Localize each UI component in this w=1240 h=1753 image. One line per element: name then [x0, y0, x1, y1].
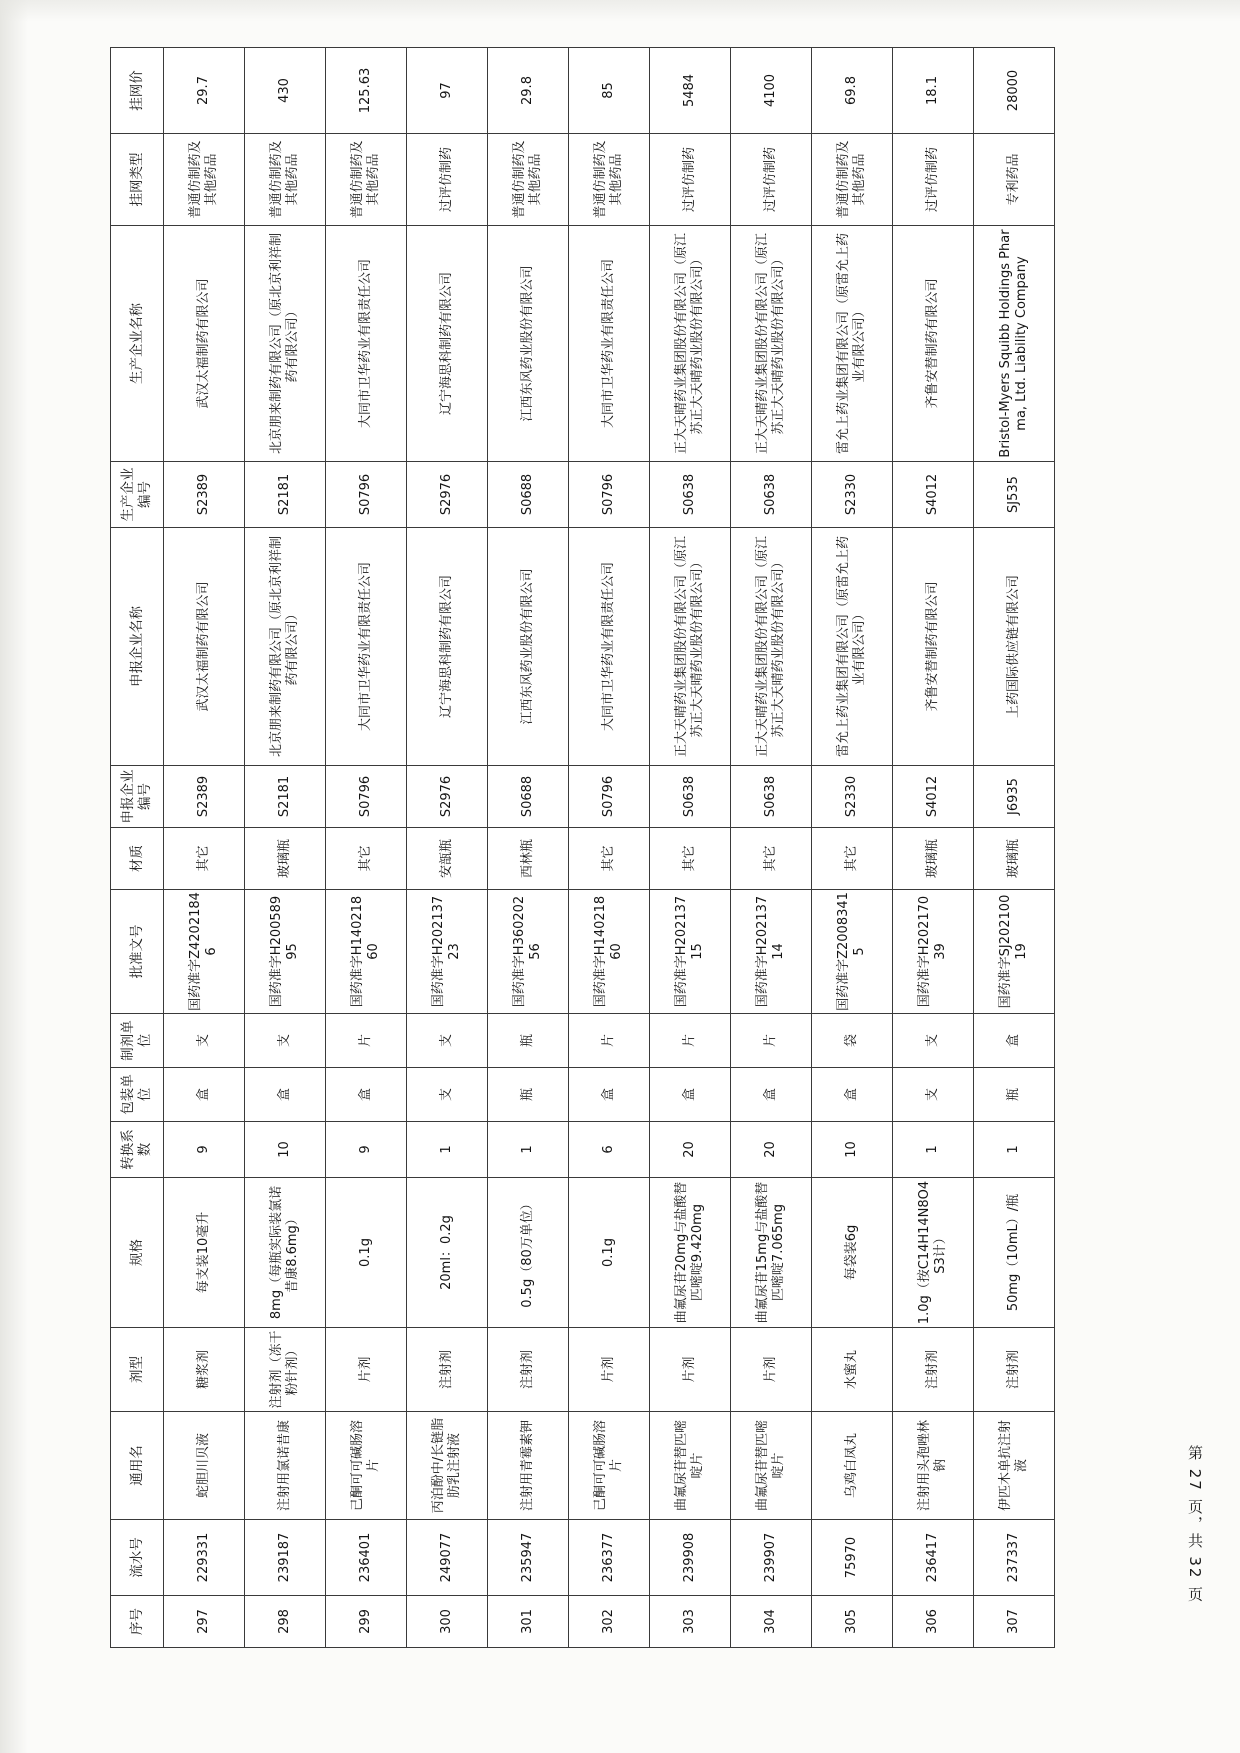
cell-producer-no: S0688 — [488, 462, 569, 528]
cell-price: 18.1 — [893, 48, 974, 134]
cell-approval-no: 国药准字H20213714 — [731, 890, 812, 1014]
cell-generic-name: 注射用头孢唑林钠 — [893, 1412, 974, 1520]
cell-spec: 20ml：0.2g — [407, 1178, 488, 1328]
cell-price: 85 — [569, 48, 650, 134]
cell-price: 29.7 — [164, 48, 245, 134]
cell-declare-name: 上药国际供应链有限公司 — [974, 528, 1055, 766]
cell-producer-name: 大同市卫华药业有限责任公司 — [569, 226, 650, 462]
cell-pack-unit: 盒 — [812, 1068, 893, 1122]
table-row — [488, 48, 569, 1648]
cell-flow-no: 239187 — [245, 1520, 326, 1596]
drug-listing-table — [110, 47, 1055, 1648]
cell-price: 430 — [245, 48, 326, 134]
cell-list-type: 普通仿制药及其他药品 — [569, 134, 650, 226]
cell-material: 其它 — [650, 828, 731, 890]
column-header-generic-name: 通用名 — [111, 1412, 164, 1520]
cell-dosage-form: 糖浆剂 — [164, 1328, 245, 1412]
cell-seq: 299 — [326, 1596, 407, 1648]
cell-prep-unit: 片 — [326, 1014, 407, 1068]
cell-spec: 0.1g — [569, 1178, 650, 1328]
cell-material: 其它 — [326, 828, 407, 890]
cell-factor: 20 — [731, 1122, 812, 1178]
cell-factor: 9 — [326, 1122, 407, 1178]
cell-flow-no: 236377 — [569, 1520, 650, 1596]
cell-flow-no: 237337 — [974, 1520, 1055, 1596]
cell-producer-no: S0796 — [326, 462, 407, 528]
cell-declare-no: J6935 — [974, 766, 1055, 828]
cell-pack-unit: 盒 — [650, 1068, 731, 1122]
cell-approval-no: 国药准字H20213723 — [407, 890, 488, 1014]
column-header-factor: 转换系数 — [111, 1122, 164, 1178]
cell-dosage-form: 注射剂 — [974, 1328, 1055, 1412]
cell-prep-unit: 支 — [407, 1014, 488, 1068]
cell-factor: 9 — [164, 1122, 245, 1178]
cell-spec: 8mg（每瓶实际装氯诺昔康8.6mg） — [245, 1178, 326, 1328]
cell-declare-name: 齐鲁安替制药有限公司 — [893, 528, 974, 766]
cell-pack-unit: 支 — [407, 1068, 488, 1122]
cell-dosage-form: 注射剂 — [407, 1328, 488, 1412]
cell-generic-name: 伊匹木单抗注射液 — [974, 1412, 1055, 1520]
cell-declare-no: S2181 — [245, 766, 326, 828]
table-header-row — [111, 48, 164, 1648]
cell-factor: 1 — [893, 1122, 974, 1178]
cell-spec: 曲氟尿苷20mg与盐酸替匹嘧啶9.420mg — [650, 1178, 731, 1328]
cell-pack-unit: 盒 — [731, 1068, 812, 1122]
cell-generic-name: 乌鸡白凤丸 — [812, 1412, 893, 1520]
cell-spec: 50mg（10mL）/瓶 — [974, 1178, 1055, 1328]
cell-declare-no: S4012 — [893, 766, 974, 828]
cell-prep-unit: 支 — [164, 1014, 245, 1068]
cell-declare-name: 正大天晴药业集团股份有限公司（原江苏正大天晴药业股份有限公司） — [731, 528, 812, 766]
cell-approval-no: 国药准字H20213715 — [650, 890, 731, 1014]
cell-seq: 304 — [731, 1596, 812, 1648]
cell-seq: 307 — [974, 1596, 1055, 1648]
cell-producer-no: S0796 — [569, 462, 650, 528]
cell-dosage-form: 片剂 — [731, 1328, 812, 1412]
cell-flow-no: 235947 — [488, 1520, 569, 1596]
cell-producer-name: 齐鲁安替制药有限公司 — [893, 226, 974, 462]
cell-material: 玻璃瓶 — [974, 828, 1055, 890]
cell-price: 69.8 — [812, 48, 893, 134]
cell-pack-unit: 盒 — [569, 1068, 650, 1122]
cell-declare-name: 雷允上药业集团有限公司（原雷允上药业有限公司） — [812, 528, 893, 766]
cell-factor: 10 — [245, 1122, 326, 1178]
cell-dosage-form: 片剂 — [650, 1328, 731, 1412]
cell-producer-name: 大同市卫华药业有限责任公司 — [326, 226, 407, 462]
cell-list-type: 普通仿制药及其他药品 — [245, 134, 326, 226]
column-header-declare-no: 申报企业编号 — [111, 766, 164, 828]
cell-list-type: 普通仿制药及其他药品 — [164, 134, 245, 226]
column-header-producer-no: 生产企业编号 — [111, 462, 164, 528]
table-row — [974, 48, 1055, 1648]
cell-prep-unit: 瓶 — [488, 1014, 569, 1068]
column-header-declare-name: 申报企业名称 — [111, 528, 164, 766]
table-row — [650, 48, 731, 1648]
cell-declare-name: 江西东风药业股份有限公司 — [488, 528, 569, 766]
column-header-approval-no: 批准文号 — [111, 890, 164, 1014]
cell-producer-name: Bristol-Myers Squibb Holdings Pharma, Ltd. Liability Company — [974, 226, 1055, 462]
cell-dosage-form: 片剂 — [569, 1328, 650, 1412]
cell-material: 其它 — [569, 828, 650, 890]
cell-factor: 10 — [812, 1122, 893, 1178]
column-header-flow-no: 流水号 — [111, 1520, 164, 1596]
column-header-producer-name: 生产企业名称 — [111, 226, 164, 462]
cell-producer-no: S4012 — [893, 462, 974, 528]
cell-generic-name: 曲氟尿苷替匹嘧啶片 — [650, 1412, 731, 1520]
cell-material: 其它 — [812, 828, 893, 890]
cell-prep-unit: 盒 — [974, 1014, 1055, 1068]
cell-material: 安瓿瓶 — [407, 828, 488, 890]
cell-flow-no: 249077 — [407, 1520, 488, 1596]
cell-prep-unit: 片 — [650, 1014, 731, 1068]
cell-factor: 20 — [650, 1122, 731, 1178]
column-header-dosage-form: 剂型 — [111, 1328, 164, 1412]
table-row — [326, 48, 407, 1648]
cell-pack-unit: 瓶 — [488, 1068, 569, 1122]
cell-seq: 297 — [164, 1596, 245, 1648]
table-body — [164, 48, 1055, 1648]
cell-declare-no: S0796 — [326, 766, 407, 828]
cell-producer-name: 江西东风药业股份有限公司 — [488, 226, 569, 462]
cell-spec: 1.0g（按C14H14N8O4S3计） — [893, 1178, 974, 1328]
cell-price: 5484 — [650, 48, 731, 134]
cell-declare-name: 武汉太福制药有限公司 — [164, 528, 245, 766]
cell-producer-name: 北京朋来制药有限公司（原北京利祥制药有限公司） — [245, 226, 326, 462]
cell-dosage-form: 注射剂 — [893, 1328, 974, 1412]
cell-declare-no: S0638 — [650, 766, 731, 828]
cell-price: 125.63 — [326, 48, 407, 134]
cell-producer-no: SJ535 — [974, 462, 1055, 528]
cell-list-type: 普通仿制药及其他药品 — [812, 134, 893, 226]
cell-flow-no: 229331 — [164, 1520, 245, 1596]
cell-spec: 曲氟尿苷15mg与盐酸替匹嘧啶7.065mg — [731, 1178, 812, 1328]
cell-declare-no: S0638 — [731, 766, 812, 828]
cell-material: 其它 — [731, 828, 812, 890]
cell-producer-no: S2330 — [812, 462, 893, 528]
cell-approval-no: 国药准字H20058995 — [245, 890, 326, 1014]
cell-producer-name: 正大天晴药业集团股份有限公司（原江苏正大天晴药业股份有限公司） — [650, 226, 731, 462]
cell-generic-name: 丙泊酚中/长链脂肪乳注射液 — [407, 1412, 488, 1520]
cell-generic-name: 蛇胆川贝液 — [164, 1412, 245, 1520]
cell-price: 29.8 — [488, 48, 569, 134]
cell-price: 97 — [407, 48, 488, 134]
cell-list-type: 专利药品 — [974, 134, 1055, 226]
cell-approval-no: 国药准字Z42021846 — [164, 890, 245, 1014]
cell-producer-no: S2389 — [164, 462, 245, 528]
cell-declare-name: 大同市卫华药业有限责任公司 — [326, 528, 407, 766]
table-row — [812, 48, 893, 1648]
cell-seq: 298 — [245, 1596, 326, 1648]
table-row — [407, 48, 488, 1648]
cell-pack-unit: 盒 — [164, 1068, 245, 1122]
cell-declare-name: 北京朋来制药有限公司（原北京利祥制药有限公司） — [245, 528, 326, 766]
cell-seq: 305 — [812, 1596, 893, 1648]
table-row — [569, 48, 650, 1648]
cell-approval-no: 国药准字SJ20210019 — [974, 890, 1055, 1014]
column-header-seq: 序号 — [111, 1596, 164, 1648]
cell-factor: 1 — [488, 1122, 569, 1178]
cell-declare-no: S2330 — [812, 766, 893, 828]
cell-material: 玻璃瓶 — [893, 828, 974, 890]
cell-prep-unit: 片 — [569, 1014, 650, 1068]
cell-dosage-form: 注射剂（冻干粉针剂） — [245, 1328, 326, 1412]
cell-prep-unit: 片 — [731, 1014, 812, 1068]
cell-approval-no: 国药准字H36020256 — [488, 890, 569, 1014]
table-row — [245, 48, 326, 1648]
cell-producer-no: S2976 — [407, 462, 488, 528]
cell-declare-no: S2976 — [407, 766, 488, 828]
cell-pack-unit: 盒 — [326, 1068, 407, 1122]
cell-material: 玻璃瓶 — [245, 828, 326, 890]
cell-dosage-form: 注射剂 — [488, 1328, 569, 1412]
cell-spec: 0.5g（80万单位） — [488, 1178, 569, 1328]
cell-pack-unit: 盒 — [245, 1068, 326, 1122]
cell-generic-name: 曲氟尿苷替匹嘧啶片 — [731, 1412, 812, 1520]
cell-approval-no: 国药准字H14021860 — [569, 890, 650, 1014]
cell-producer-name: 雷允上药业集团有限公司（原雷允上药业有限公司） — [812, 226, 893, 462]
table-sheet — [110, 67, 1055, 1648]
cell-price: 4100 — [731, 48, 812, 134]
cell-declare-no: S0688 — [488, 766, 569, 828]
cell-producer-no: S0638 — [731, 462, 812, 528]
cell-material: 西林瓶 — [488, 828, 569, 890]
cell-list-type: 过评仿制药 — [650, 134, 731, 226]
cell-generic-name: 注射用氯诺昔康 — [245, 1412, 326, 1520]
cell-declare-name: 正大天晴药业集团股份有限公司（原江苏正大天晴药业股份有限公司） — [650, 528, 731, 766]
cell-producer-no: S2181 — [245, 462, 326, 528]
cell-seq: 302 — [569, 1596, 650, 1648]
cell-producer-name: 辽宁海思科制药有限公司 — [407, 226, 488, 462]
cell-material: 其它 — [164, 828, 245, 890]
cell-generic-name: 注射用青霉素钾 — [488, 1412, 569, 1520]
column-header-prep-unit: 制剂单位 — [111, 1014, 164, 1068]
cell-dosage-form: 水蜜丸 — [812, 1328, 893, 1412]
cell-list-type: 过评仿制药 — [407, 134, 488, 226]
cell-prep-unit: 袋 — [812, 1014, 893, 1068]
cell-approval-no: 国药准字H14021860 — [326, 890, 407, 1014]
column-header-pack-unit: 包装单位 — [111, 1068, 164, 1122]
cell-seq: 300 — [407, 1596, 488, 1648]
cell-generic-name: 己酮可可碱肠溶片 — [326, 1412, 407, 1520]
cell-dosage-form: 片剂 — [326, 1328, 407, 1412]
cell-seq: 306 — [893, 1596, 974, 1648]
cell-approval-no: 国药准字Z20083415 — [812, 890, 893, 1014]
cell-spec: 0.1g — [326, 1178, 407, 1328]
column-header-material: 材质 — [111, 828, 164, 890]
cell-seq: 303 — [650, 1596, 731, 1648]
cell-list-type: 过评仿制药 — [731, 134, 812, 226]
cell-factor: 1 — [974, 1122, 1055, 1178]
cell-list-type: 普通仿制药及其他药品 — [326, 134, 407, 226]
cell-price: 28000 — [974, 48, 1055, 134]
cell-spec: 每袋装6g — [812, 1178, 893, 1328]
cell-producer-name: 正大天晴药业集团股份有限公司（原江苏正大天晴药业股份有限公司） — [731, 226, 812, 462]
table-row — [164, 48, 245, 1648]
cell-flow-no: 239908 — [650, 1520, 731, 1596]
cell-declare-name: 辽宁海思科制药有限公司 — [407, 528, 488, 766]
cell-spec: 每支装10毫升 — [164, 1178, 245, 1328]
cell-prep-unit: 支 — [245, 1014, 326, 1068]
cell-list-type: 过评仿制药 — [893, 134, 974, 226]
cell-flow-no: 236401 — [326, 1520, 407, 1596]
page-footer: 第 27 页，共 32 页 — [1186, 1444, 1204, 1603]
cell-pack-unit: 支 — [893, 1068, 974, 1122]
cell-declare-no: S2389 — [164, 766, 245, 828]
cell-flow-no: 239907 — [731, 1520, 812, 1596]
cell-declare-name: 大同市卫华药业有限责任公司 — [569, 528, 650, 766]
cell-factor: 1 — [407, 1122, 488, 1178]
cell-generic-name: 己酮可可碱肠溶片 — [569, 1412, 650, 1520]
cell-approval-no: 国药准字H20217039 — [893, 890, 974, 1014]
cell-declare-no: S0796 — [569, 766, 650, 828]
column-header-price: 挂网价 — [111, 48, 164, 134]
cell-pack-unit: 瓶 — [974, 1068, 1055, 1122]
cell-producer-no: S0638 — [650, 462, 731, 528]
cell-list-type: 普通仿制药及其他药品 — [488, 134, 569, 226]
cell-factor: 6 — [569, 1122, 650, 1178]
table-row — [893, 48, 974, 1648]
cell-seq: 301 — [488, 1596, 569, 1648]
cell-producer-name: 武汉太福制药有限公司 — [164, 226, 245, 462]
cell-flow-no: 236417 — [893, 1520, 974, 1596]
cell-flow-no: 75970 — [812, 1520, 893, 1596]
cell-prep-unit: 支 — [893, 1014, 974, 1068]
table-row — [731, 48, 812, 1648]
column-header-spec: 规格 — [111, 1178, 164, 1328]
column-header-list-type: 挂网类型 — [111, 134, 164, 226]
